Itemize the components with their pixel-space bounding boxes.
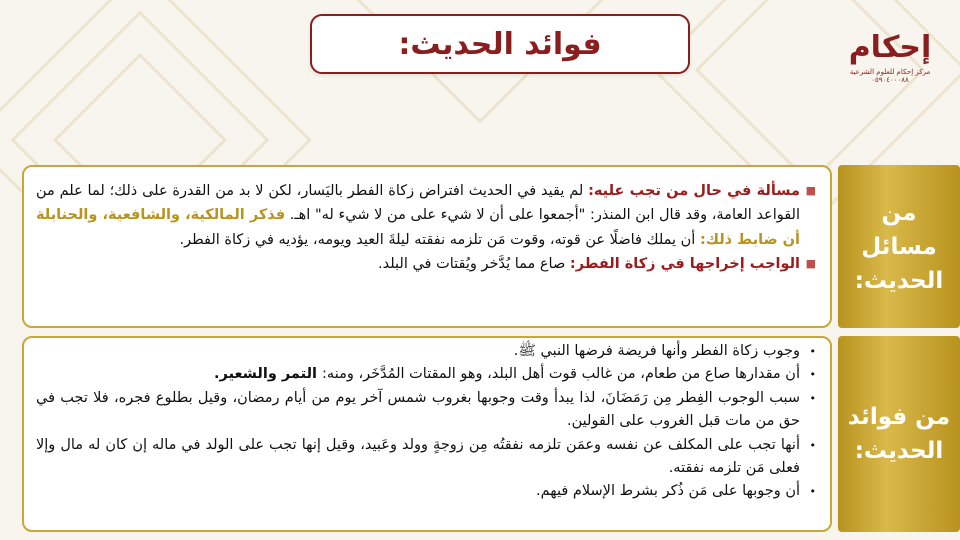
issue-heading: مسألة في حال من تجب عليه: (588, 183, 800, 199)
issues-panel (22, 165, 832, 328)
benefit-item (36, 480, 816, 503)
logo-word: إحكام (848, 30, 932, 65)
issue-text: صاع مما يُدَّخر ويُقتات في البلد. (378, 256, 566, 273)
page-title: فوائد الحديث: (398, 26, 602, 62)
benefit-item (36, 434, 816, 481)
issues-label-line3: الحديث: (854, 267, 944, 294)
issue-item (36, 179, 816, 252)
bullet-icon: ■ (805, 257, 816, 271)
bullet-icon: • (809, 368, 816, 382)
benefit-text: أن مقدارها صاع من طعام، من غالب قوت أهل البلد، وهو المقتات المُدَّخَر، ومنه: (322, 366, 800, 383)
bullet-icon: • (809, 345, 816, 358)
benefits-label-line1: من فوائد (847, 404, 951, 430)
benefit-item (36, 387, 816, 434)
benefit-text: أنها تجب على المكلف عن نفسه وعمَن تلزمه نفقتُه مِن زوجةٍ وولد وعَبيد، وقيل إنها تجب على الولد في ماله إن كان له مال وإلا فعلى مَن تلزمه نفقته. (36, 436, 800, 477)
benefit-item (36, 340, 816, 363)
bullet-icon: ■ (805, 184, 816, 197)
benefit-item (36, 363, 816, 386)
issues-label (838, 165, 960, 328)
issue-item (36, 252, 816, 276)
benefit-text: أن وجوبها على مَن ذُكر بشرط الإسلام فيهم. (536, 483, 800, 500)
bullet-icon: • (809, 485, 816, 499)
bullet-icon: • (809, 391, 816, 405)
issue-heading: الواجب إخراجها في زكاة الفطر: (569, 256, 800, 273)
benefits-label (838, 336, 960, 532)
issues-label-line2: مسائل (861, 233, 937, 260)
title-box (310, 14, 690, 74)
issue-subheading: فذكر المالكية، والشافعية، والحنابلة أن ضابط ذلك: (36, 207, 800, 248)
issues-label-line1: من (881, 199, 917, 226)
benefits-label-line2: الحديث: (854, 438, 944, 464)
benefit-bold-text: التمر والشعير. (214, 366, 323, 383)
logo-subtitle: مركز إحكام للعلوم الشرعية (849, 68, 931, 76)
bullet-icon: • (809, 438, 816, 452)
benefit-text: سبب الوجوب الفِطر مِن رَمَضَانَ، لذا يبدأ وقت وجوبها بغروب شمس آخر يوم من أيام رمضان، وقيل بطلوع فجره، فلا تجب في حق من مات قبل الغروب على القولين. (36, 389, 800, 430)
benefit-text: وجوب زكاة الفطر وأنها فريضة فرضها النبي ﷺ. (513, 343, 800, 359)
logo-number: ٠٥٩٠٤٠٠٠٨٨ (871, 76, 909, 84)
benefits-panel (22, 336, 832, 532)
issue-text: أن يملك فاضلًا عن قوته، وقوت مَن تلزمه نفقته ليلةَ العيد ويومه، يؤديه في زكاة الفطر. (179, 231, 696, 248)
logo (850, 30, 930, 100)
issue-text: لم يقيد في الحديث افتراض زكاة الفطر باليَسار، لكن لا بد من القدرة على ذلك؛ لما علم من القواعد العامة، وقد قال ابن المنذر: "أجمعوا على أن لا شيء على من لا شيء له" اهـ. (36, 183, 801, 224)
